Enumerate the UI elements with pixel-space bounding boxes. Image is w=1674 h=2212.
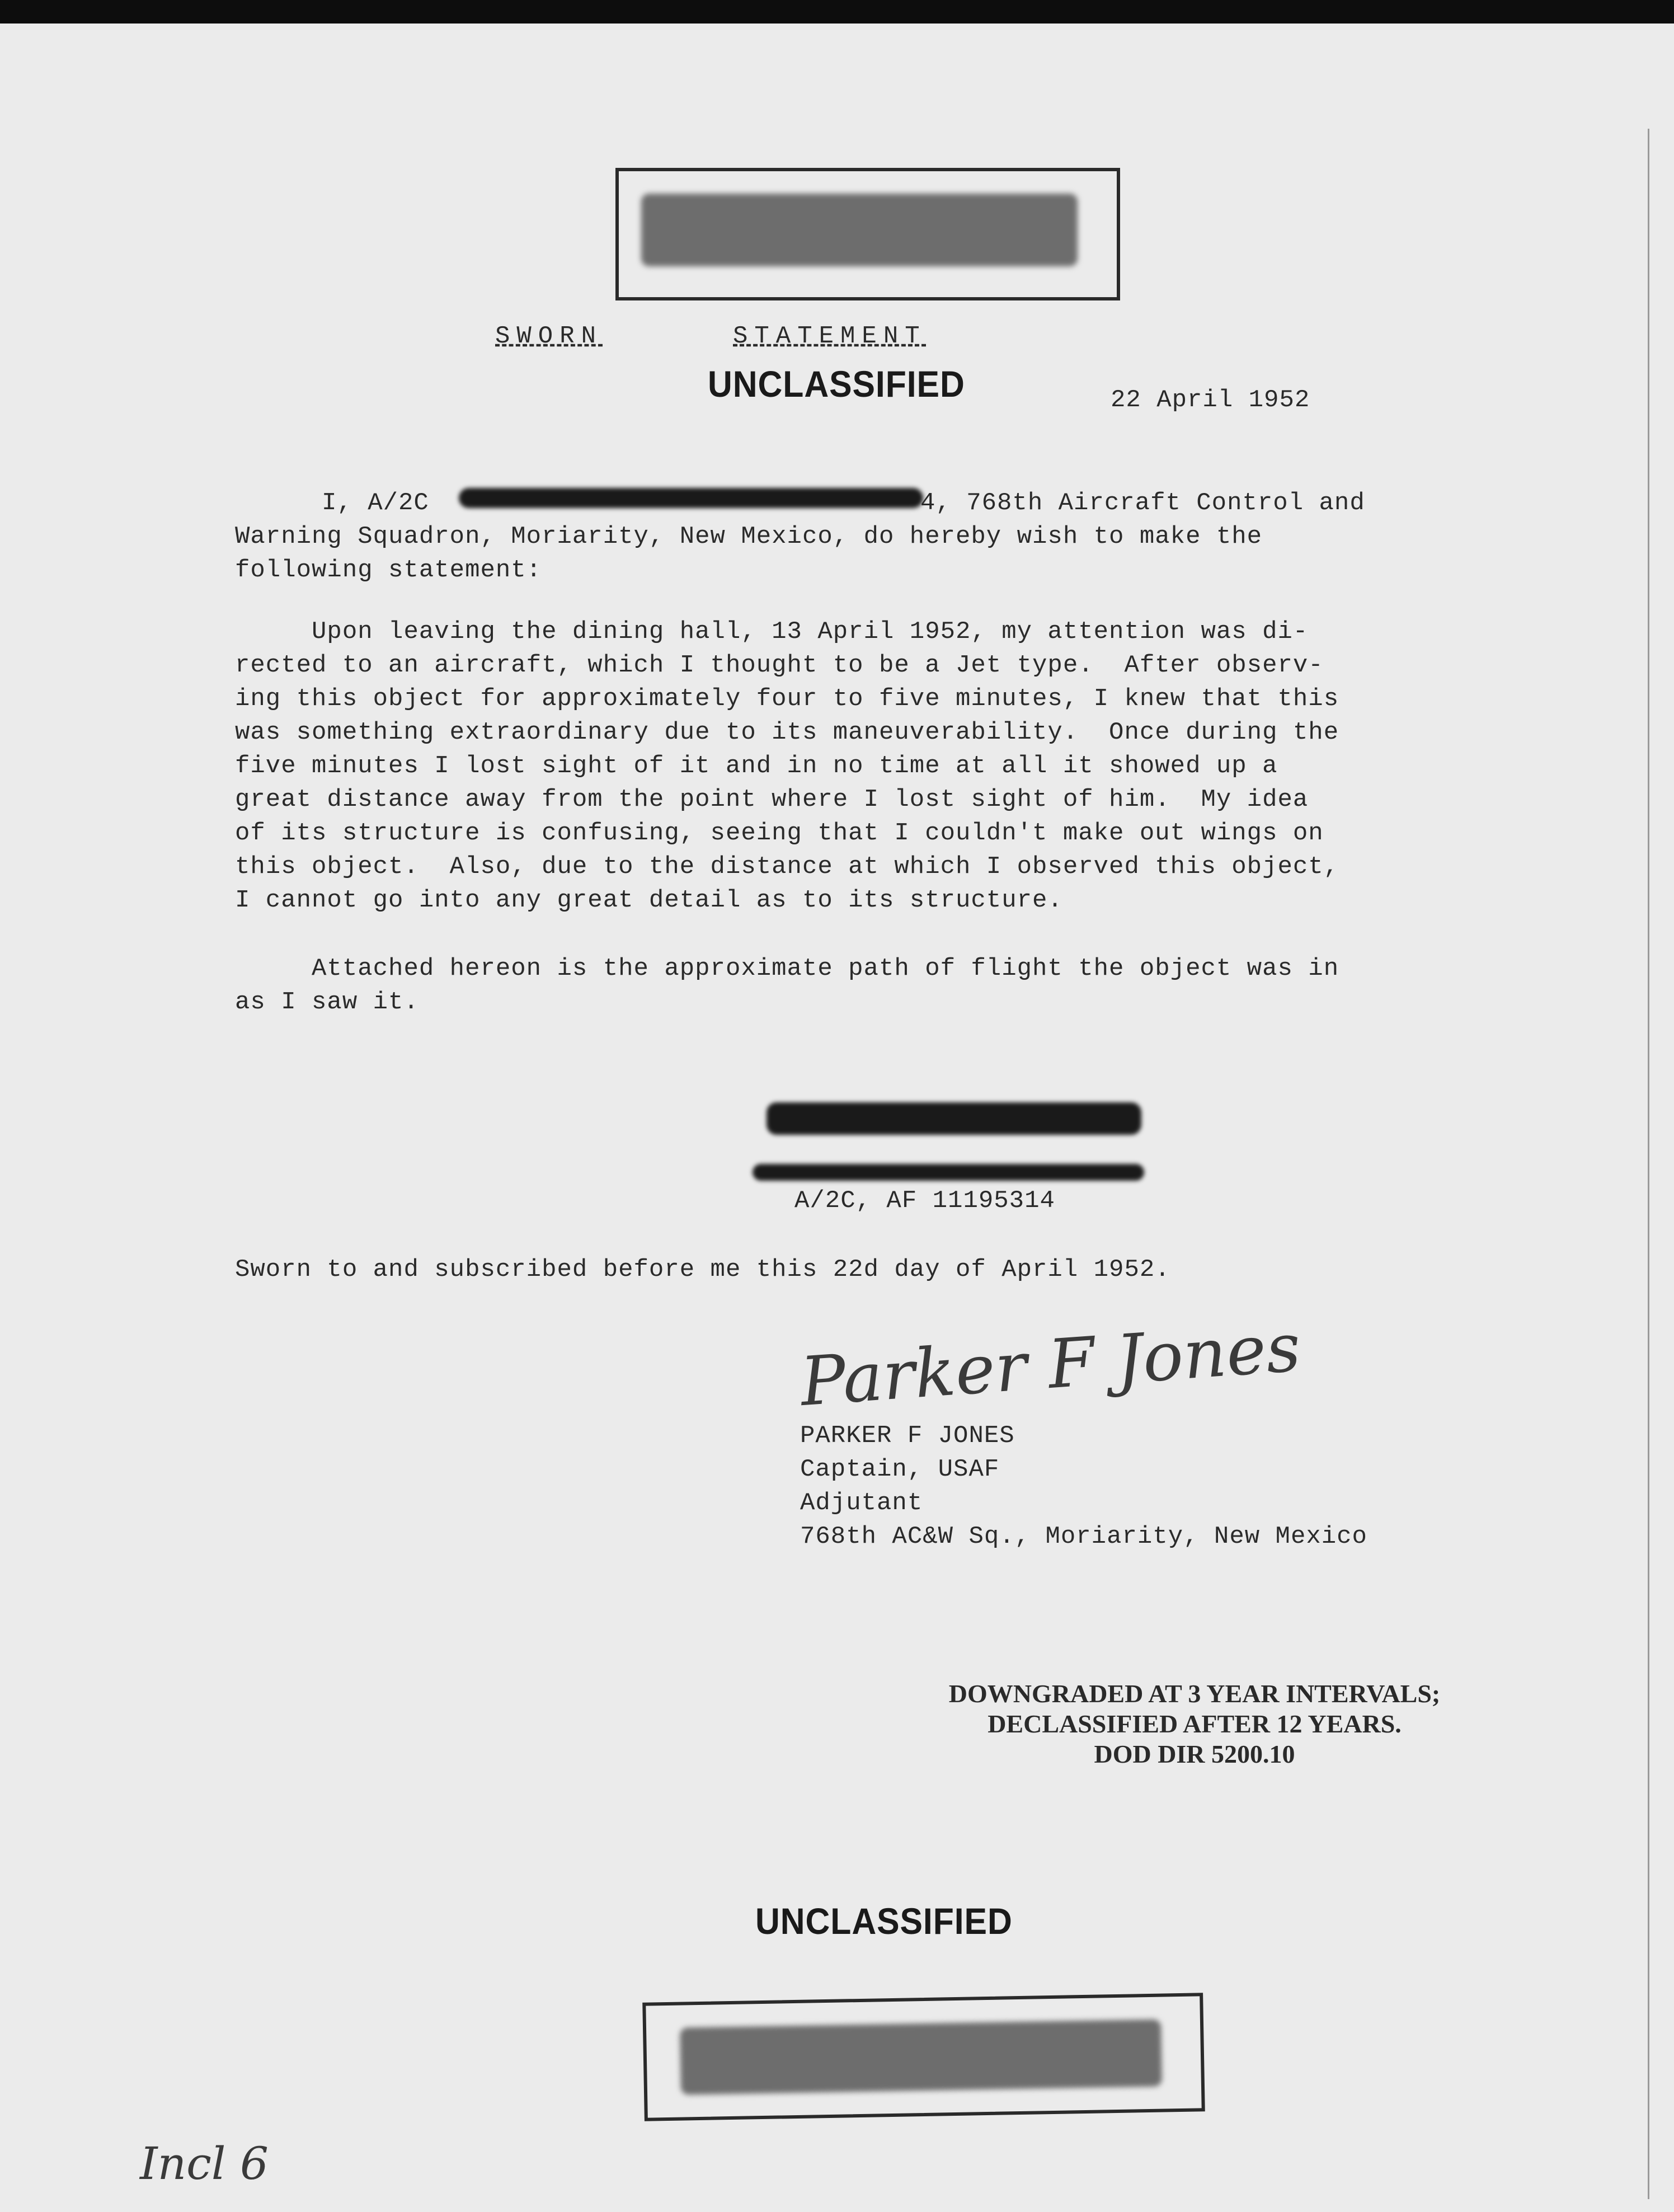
officer-unit: 768th AC&W Sq., Moriarity, New Mexico bbox=[800, 1523, 1367, 1551]
para1-line: I cannot go into any great detail as to its structure. bbox=[235, 886, 1063, 914]
para2-line: as I saw it. bbox=[235, 988, 419, 1016]
airman-service-number: A/2C, AF 11195314 bbox=[794, 1187, 1055, 1215]
officer-name: PARKER F JONES bbox=[800, 1422, 1015, 1450]
para1-line: this object. Also, due to the distance at which I observed this object, bbox=[235, 853, 1339, 881]
unclassified-stamp-bottom: UNCLASSIFIED bbox=[755, 1900, 1013, 1942]
title-statement: STATEMENT bbox=[733, 322, 927, 350]
intro-line-2: Warning Squadron, Moriarity, New Mexico, do hereby wish to make the bbox=[235, 523, 1263, 551]
sworn-line: Sworn to and subscribed before me this 22d day of April 1952. bbox=[235, 1256, 1170, 1284]
intro-suffix: 4, 768th Aircraft Control and bbox=[920, 489, 1365, 517]
intro-line-3: following statement: bbox=[235, 556, 542, 584]
title-sworn: SWORN bbox=[495, 322, 603, 350]
downgrade-line: DECLASSIFIED AFTER 12 YEARS. bbox=[988, 1710, 1402, 1738]
downgrade-line: DOD DIR 5200.10 bbox=[1094, 1740, 1295, 1768]
para1-line: rected to an aircraft, which I thought to be a Jet type. After observ- bbox=[235, 651, 1324, 679]
para1-line: Upon leaving the dining hall, 13 April 1952, my attention was di- bbox=[235, 618, 1309, 646]
obliterated-stamp-text bbox=[641, 194, 1078, 266]
officer-title: Adjutant bbox=[800, 1489, 923, 1517]
para2-line: Attached hereon is the approximate path of flight the object was in bbox=[235, 955, 1339, 983]
officer-signature: Parker F Jones bbox=[798, 1308, 1303, 1422]
officer-rank: Captain, USAF bbox=[800, 1455, 1000, 1483]
redaction-signature bbox=[767, 1102, 1141, 1135]
page-right-edge bbox=[1648, 129, 1649, 2199]
redaction-name bbox=[459, 488, 923, 508]
unclassified-stamp-top: UNCLASSIFIED bbox=[708, 363, 965, 405]
para1-line: five minutes I lost sight of it and in no time at all it showed up a bbox=[235, 752, 1278, 780]
top-classification-stamp bbox=[615, 168, 1120, 300]
redaction-typed-name bbox=[753, 1164, 1144, 1181]
statement-date: 22 April 1952 bbox=[1111, 386, 1310, 414]
bottom-classification-stamp bbox=[642, 1993, 1205, 2121]
para1-line: great distance away from the point where I lost sight of him. My idea bbox=[235, 786, 1309, 814]
handwritten-inclosure-note: Incl 6 bbox=[140, 2138, 269, 2190]
obliterated-stamp-text bbox=[680, 2020, 1162, 2095]
intro-prefix: I, A/2C bbox=[322, 489, 429, 517]
para1-line: was something extraordinary due to its maneuverability. Once during the bbox=[235, 718, 1339, 746]
para1-line: of its structure is confusing, seeing that I couldn't make out wings on bbox=[235, 819, 1324, 847]
downgrade-line: DOWNGRADED AT 3 YEAR INTERVALS; bbox=[948, 1679, 1441, 1708]
para1-line: ing this object for approximately four to five minutes, I knew that this bbox=[235, 685, 1339, 713]
scan-top-border bbox=[0, 0, 1674, 24]
